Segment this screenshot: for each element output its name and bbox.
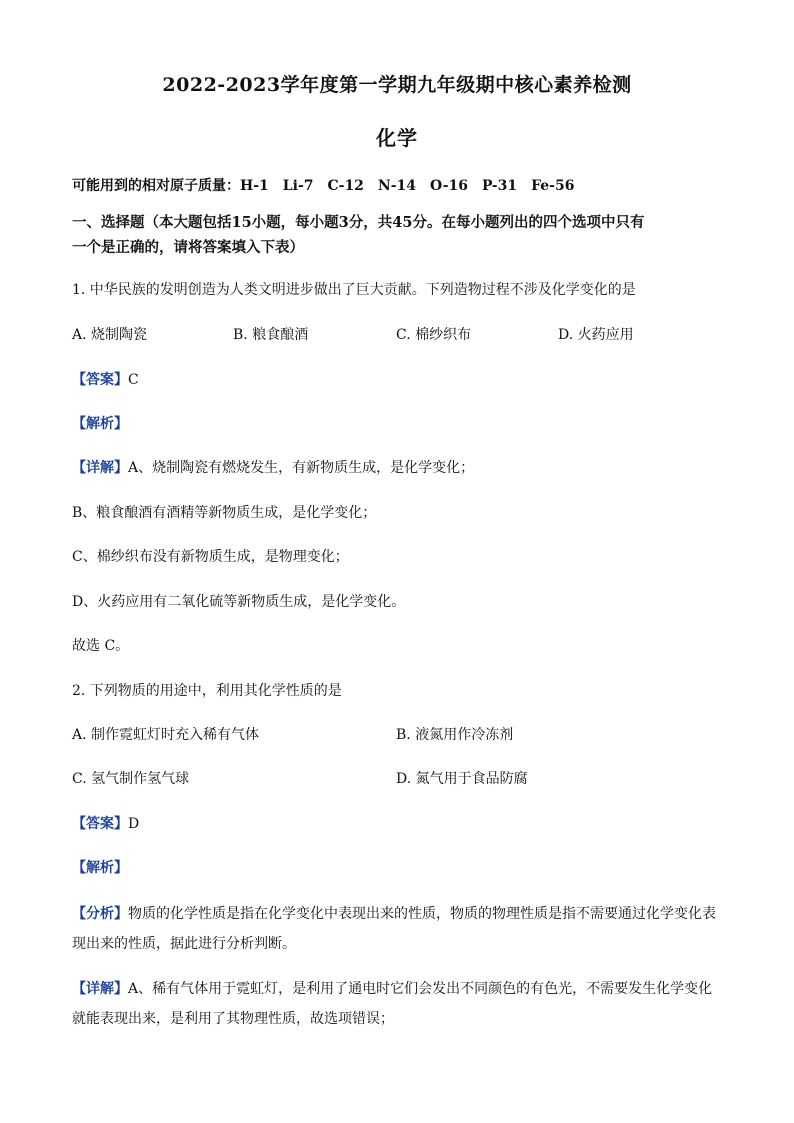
q2-stem: 2. 下列物质的用途中，利用其化学性质的是 bbox=[72, 683, 342, 699]
subject-title: 化学 bbox=[376, 126, 418, 150]
q2-analysis-tag: 【解析】 bbox=[72, 860, 128, 876]
q2-analysis-line-2: 现出来的性质，据此进行分析判断。 bbox=[72, 936, 296, 952]
q2-detail-line-2: 就能表现出来，是利用了其物理性质，故选项错误； bbox=[72, 1011, 394, 1027]
atomic-masses: 可能用到的相对原子质量：H-1 Li-7 C-12 N-14 O-16 P-31 Fe-56 bbox=[72, 178, 575, 194]
q2-analysis-text-1: 物质的化学性质是指在化学变化中表现出来的性质，物质的物理性质是指不需要通过化学变化表 bbox=[128, 906, 716, 922]
q1-detail-text-1: A、烧制陶瓷有燃烧发生，有新物质生成，是化学变化； bbox=[128, 460, 475, 476]
q1-detail-line-2: B、粮食酿酒有酒精等新物质生成，是化学变化； bbox=[72, 505, 377, 521]
q2-detail-text-1: A、稀有气体用于霓虹灯，是利用了通电时它们会发出不同颜色的有色光，不需要发生化学变化 bbox=[128, 981, 713, 997]
q2-option-b: B. 液氮用作冷冻剂 bbox=[396, 727, 514, 743]
q1-detail-line-4: D、火药应用有二氧化硫等新物质生成，是化学变化。 bbox=[72, 594, 406, 610]
q2-answer-value: D bbox=[128, 816, 140, 832]
q2-answer bbox=[72, 813, 139, 833]
q2-analysis-line-1 bbox=[72, 903, 716, 923]
q2-analysis-sub-tag: 【分析】 bbox=[72, 906, 128, 922]
q1-answer-value: C bbox=[128, 372, 139, 388]
q1-stem: 1. 中华民族的发明创造为人类文明进步做出了巨大贡献。下列造物过程不涉及化学变化的是 bbox=[72, 282, 636, 298]
q1-conclusion: 故选 C。 bbox=[72, 638, 130, 654]
q1-detail-line-1 bbox=[72, 457, 474, 477]
q1-answer bbox=[72, 369, 139, 389]
q1-detail-tag: 【详解】 bbox=[72, 460, 128, 476]
q1-option-c: C. 棉纱织布 bbox=[396, 327, 472, 343]
q1-analysis-tag: 【解析】 bbox=[72, 416, 128, 432]
section-heading-line-2: 一个是正确的，请将答案填入下表） bbox=[72, 239, 304, 256]
q2-analysis bbox=[72, 857, 128, 877]
section-heading-line-1: 一、选择题（本大题包括15小题，每小题3分，共45分。在每小题列出的四个选项中只有 bbox=[72, 214, 645, 231]
q1-answer-tag: 【答案】 bbox=[72, 372, 128, 388]
q2-answer-tag: 【答案】 bbox=[72, 816, 128, 832]
q2-detail-line-1 bbox=[72, 978, 712, 998]
q1-option-b: B. 粮食酿酒 bbox=[233, 327, 309, 343]
q1-analysis bbox=[72, 413, 128, 433]
q2-option-d: D. 氮气用于食品防腐 bbox=[396, 771, 528, 787]
q2-option-a: A. 制作霓虹灯时充入稀有气体 bbox=[72, 727, 260, 743]
page-title: 2022-2023学年度第一学期九年级期中核心素养检测 bbox=[162, 74, 632, 96]
q2-detail-tag: 【详解】 bbox=[72, 981, 128, 997]
q1-detail-line-3: C、棉纱织布没有新物质生成，是物理变化； bbox=[72, 549, 349, 565]
q1-option-d: D. 火药应用 bbox=[558, 327, 634, 343]
q1-option-a: A. 烧制陶瓷 bbox=[72, 327, 148, 343]
q2-option-c: C. 氢气制作氢气球 bbox=[72, 771, 190, 787]
